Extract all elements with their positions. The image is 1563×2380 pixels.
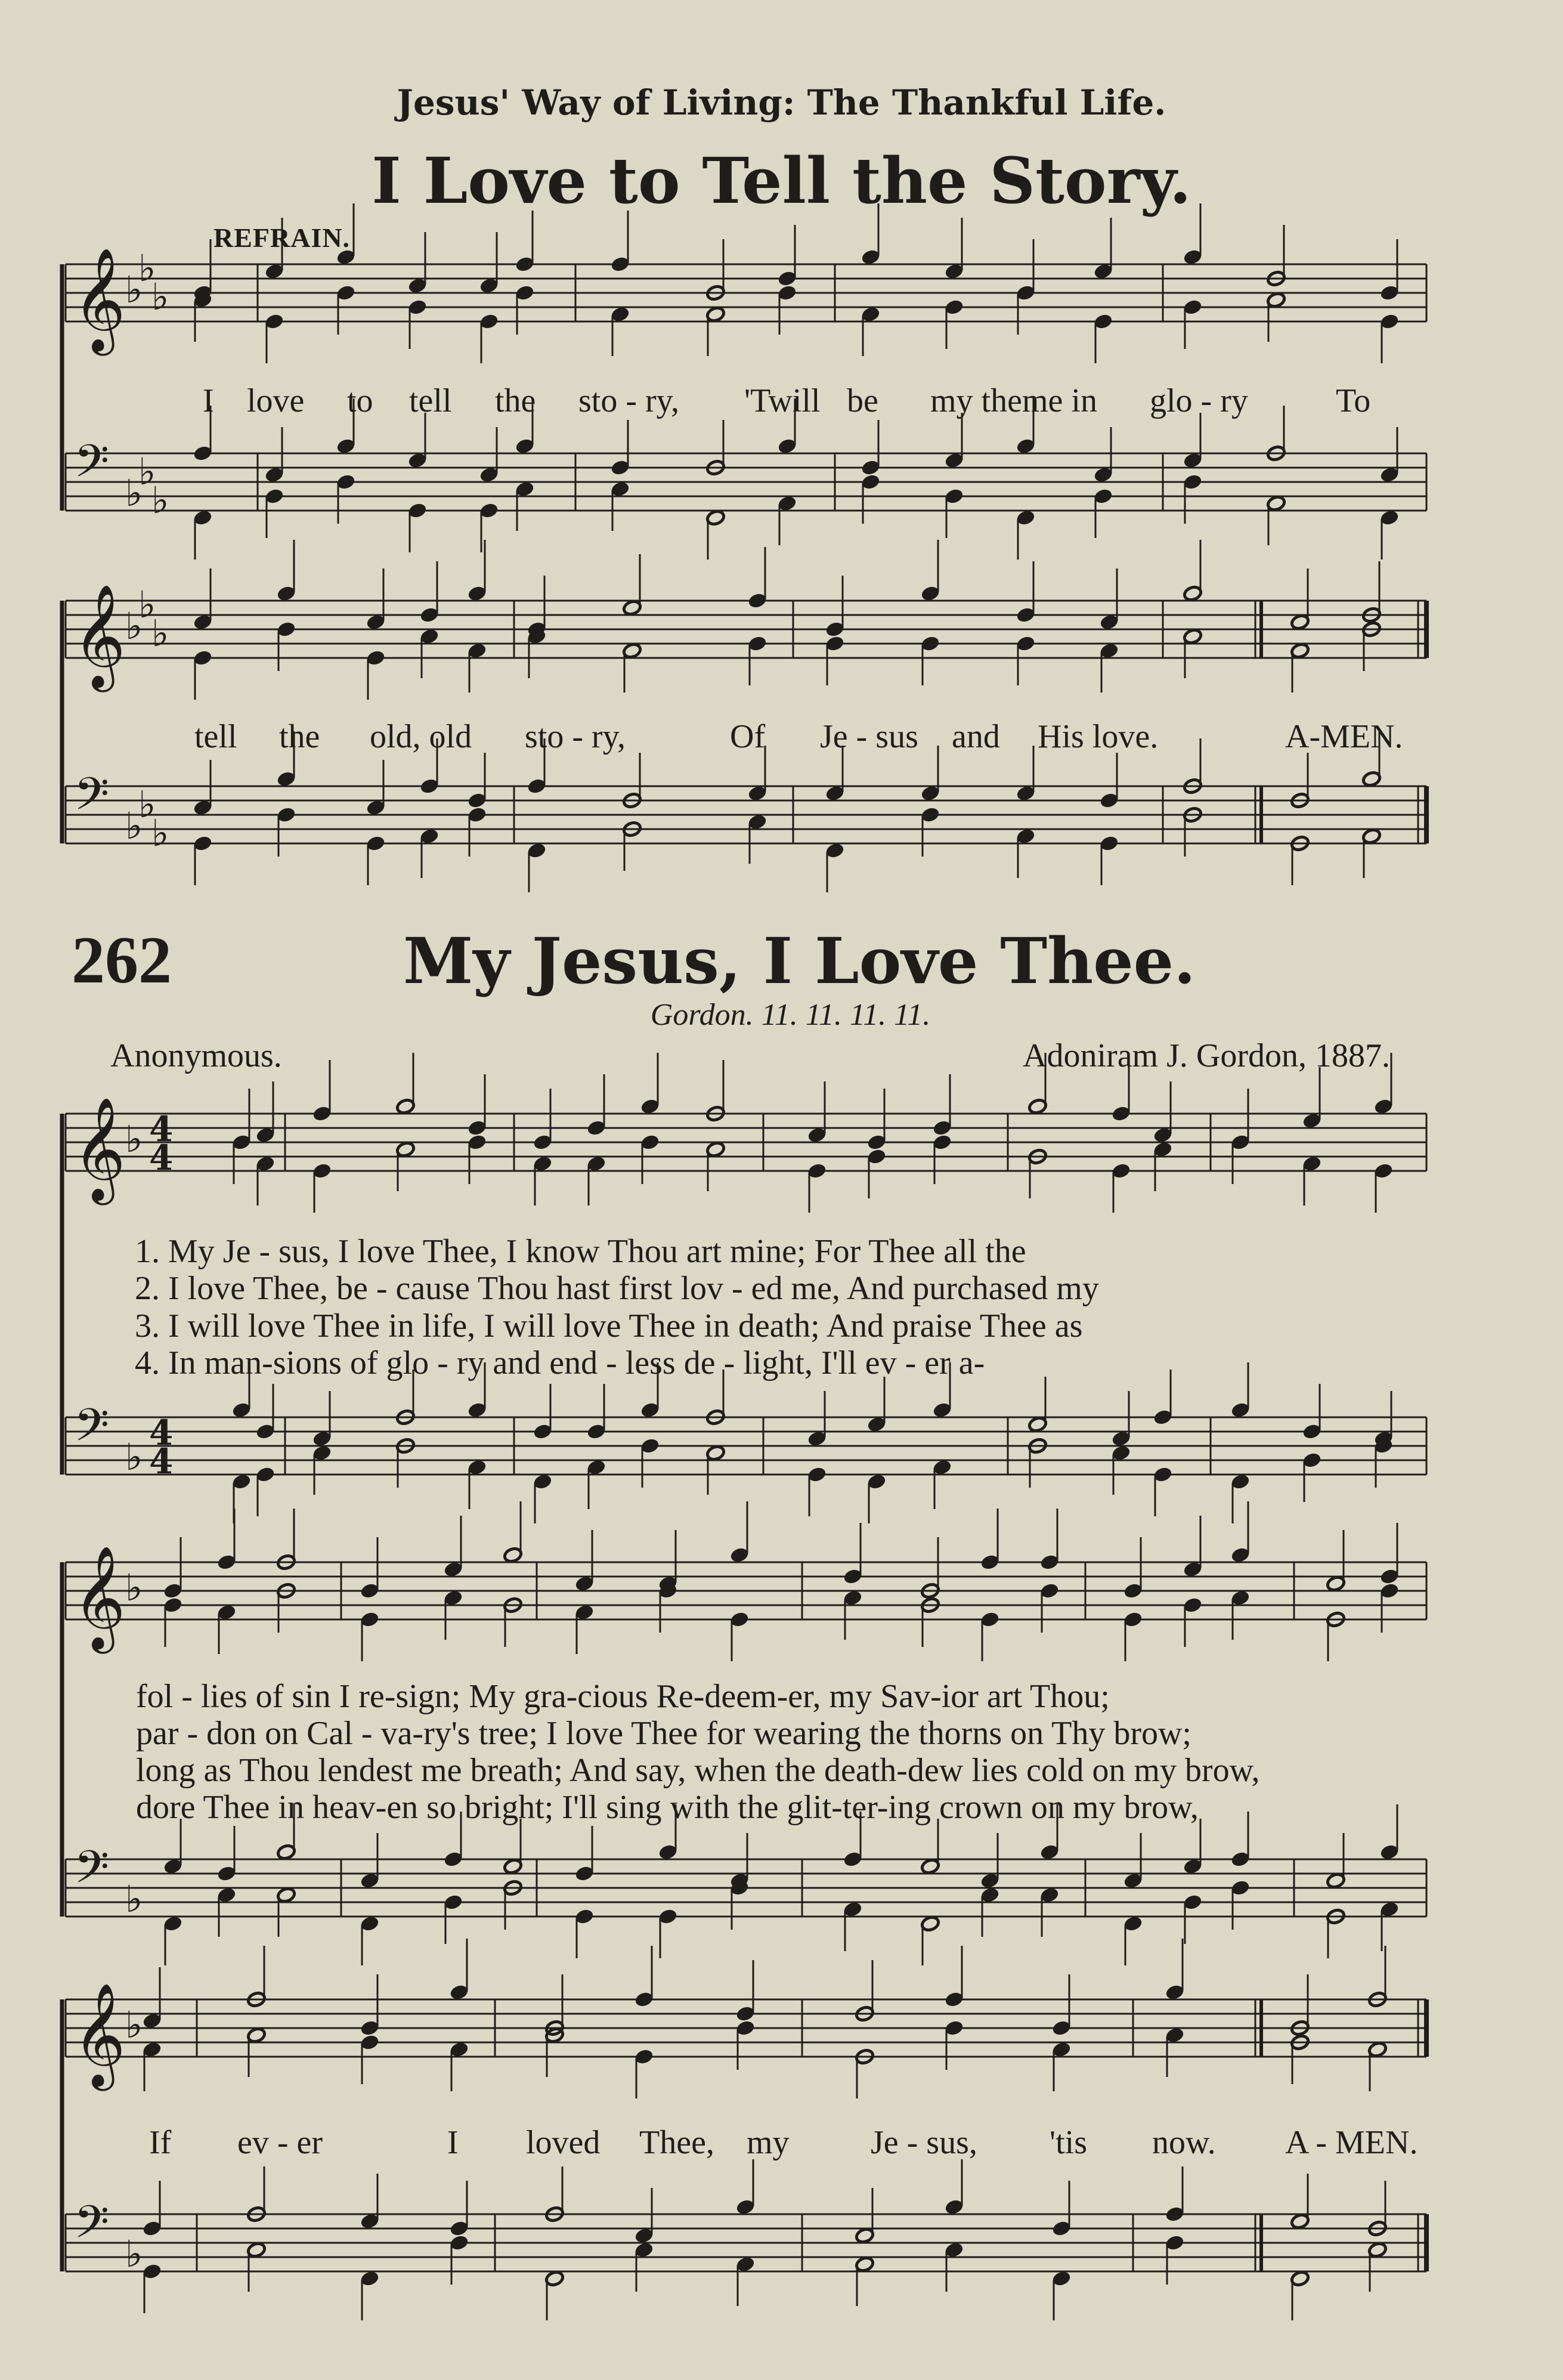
verse-2-line-b: par - don on Cal - va-ry's tree; I love Thee for wearing the thorns on Thy brow; bbox=[136, 1715, 1191, 1752]
hymn-title-top: I Love to Tell the Story. bbox=[372, 143, 1191, 218]
lyric-word: 'tis bbox=[1050, 2124, 1087, 2161]
hymn-title-262: My Jesus, I Love Thee. bbox=[403, 923, 1196, 998]
hymn-number: 262 bbox=[72, 923, 172, 997]
lyric-word: now. bbox=[1152, 2124, 1216, 2161]
lyric-word: I bbox=[447, 2124, 459, 2161]
lyric-word: A-MEN. bbox=[1285, 718, 1403, 755]
verse-3-line-b: long as Thou lendest me breath; And say, when the death-dew lies cold on my brow, bbox=[136, 1752, 1260, 1789]
flat-sign: ♭ bbox=[138, 246, 156, 290]
bass-clef-icon: 𝄢 bbox=[74, 2196, 110, 2260]
flat-sign: ♭ bbox=[125, 604, 143, 648]
flat-sign: ♭ bbox=[151, 478, 169, 522]
lyric-word: sto - ry, bbox=[525, 718, 626, 755]
verse-4-line-b: dore Thee in heav-en so bright; I'll sing with the glit-ter-ing crown on my brow, bbox=[136, 1789, 1199, 1826]
time-signature: 4 bbox=[149, 1412, 174, 1453]
lyric-word: old, old bbox=[370, 718, 472, 755]
lyric-word: I bbox=[203, 382, 214, 419]
flat-sign: ♭ bbox=[125, 1117, 143, 1161]
lyric-word: tell bbox=[409, 382, 452, 419]
bass-clef-icon: 𝄢 bbox=[74, 1841, 110, 1905]
lyric-word: Je - sus bbox=[820, 718, 918, 755]
time-signature: 4 bbox=[149, 1109, 174, 1149]
lyric-word: love bbox=[247, 382, 305, 419]
lyric-word: be bbox=[847, 382, 878, 419]
lyric-word: my bbox=[747, 2124, 790, 2161]
flat-sign: ♭ bbox=[138, 783, 156, 826]
treble-clef-icon: 𝄞 bbox=[73, 248, 126, 351]
lyric-word: Of bbox=[730, 718, 766, 755]
lyric-word: His love. bbox=[1038, 718, 1159, 755]
bass-clef-icon: 𝄢 bbox=[74, 435, 110, 499]
lyric-word: To bbox=[1336, 382, 1371, 419]
section-header: Jesus' Way of Living: The Thankful Life. bbox=[397, 82, 1166, 123]
flat-sign: ♭ bbox=[125, 1566, 143, 1609]
treble-clef-icon: 𝄞 bbox=[73, 1546, 126, 1649]
verse-3-line-a: 3. I will love Thee in life, I will love Thee in death; And praise Thee as bbox=[135, 1308, 1083, 1344]
verse-1-line-b: fol - lies of sin I re-sign; My gra-cious Re-deem-er, my Sav-ior art Thou; bbox=[136, 1678, 1110, 1715]
flat-sign: ♭ bbox=[125, 1435, 143, 1479]
flat-sign: ♭ bbox=[125, 1877, 143, 1921]
flat-sign: ♭ bbox=[125, 804, 143, 848]
treble-clef-icon: 𝄞 bbox=[73, 1983, 126, 2087]
bass-clef-icon: 𝄢 bbox=[74, 1399, 110, 1463]
verse-4-line-a: 4. In man-sions of glo - ry and end - less de - light, I'll ev - er a- bbox=[135, 1344, 985, 1381]
lyric-word: sto - ry, bbox=[578, 382, 680, 419]
flat-sign: ♭ bbox=[125, 2232, 143, 2276]
lyric-word: A - MEN. bbox=[1285, 2124, 1418, 2161]
lyric-word: and bbox=[952, 718, 1000, 755]
verse-2-line-a: 2. I love Thee, be - cause Thou hast first lov - ed me, And purchased my bbox=[135, 1270, 1099, 1307]
flat-sign: ♭ bbox=[125, 471, 143, 515]
flat-sign: ♭ bbox=[138, 450, 156, 493]
lyric-word: ev - er bbox=[237, 2124, 323, 2161]
flat-sign: ♭ bbox=[125, 268, 143, 311]
flat-sign: ♭ bbox=[138, 583, 156, 626]
flat-sign: ♭ bbox=[151, 611, 169, 655]
composer-credit: Adoniram J. Gordon, 1887. bbox=[1023, 1037, 1390, 1074]
author-credit: Anonymous. bbox=[110, 1037, 282, 1074]
verse-1-line-a: 1. My Je - sus, I love Thee, I know Thou art mine; For Thee all the bbox=[135, 1233, 1026, 1270]
lyric-word: If bbox=[149, 2124, 172, 2161]
time-signature: 4 bbox=[149, 1138, 174, 1178]
lyric-word: Je - sus, bbox=[871, 2124, 977, 2161]
treble-clef-icon: 𝄞 bbox=[73, 584, 126, 688]
treble-clef-icon: 𝄞 bbox=[73, 1097, 126, 1201]
flat-sign: ♭ bbox=[125, 2003, 143, 2047]
lyric-word: my theme in bbox=[930, 382, 1097, 419]
flat-sign: ♭ bbox=[151, 811, 169, 855]
refrain-label: REFRAIN. bbox=[213, 222, 351, 253]
lyric-word: glo - ry bbox=[1150, 382, 1248, 419]
tune-meter: Gordon. 11. 11. 11. 11. bbox=[650, 998, 931, 1032]
flat-sign: ♭ bbox=[151, 275, 169, 319]
lyric-word: to bbox=[347, 382, 373, 419]
lyric-word: 'Twill bbox=[744, 382, 821, 419]
lyric-word: loved bbox=[526, 2124, 601, 2161]
lyric-word: tell bbox=[194, 718, 237, 755]
lyric-word: the bbox=[279, 718, 320, 755]
bass-clef-icon: 𝄢 bbox=[74, 768, 110, 832]
lyric-word: Thee, bbox=[639, 2124, 714, 2161]
lyric-word: the bbox=[495, 382, 536, 419]
time-signature: 4 bbox=[149, 1441, 174, 1482]
